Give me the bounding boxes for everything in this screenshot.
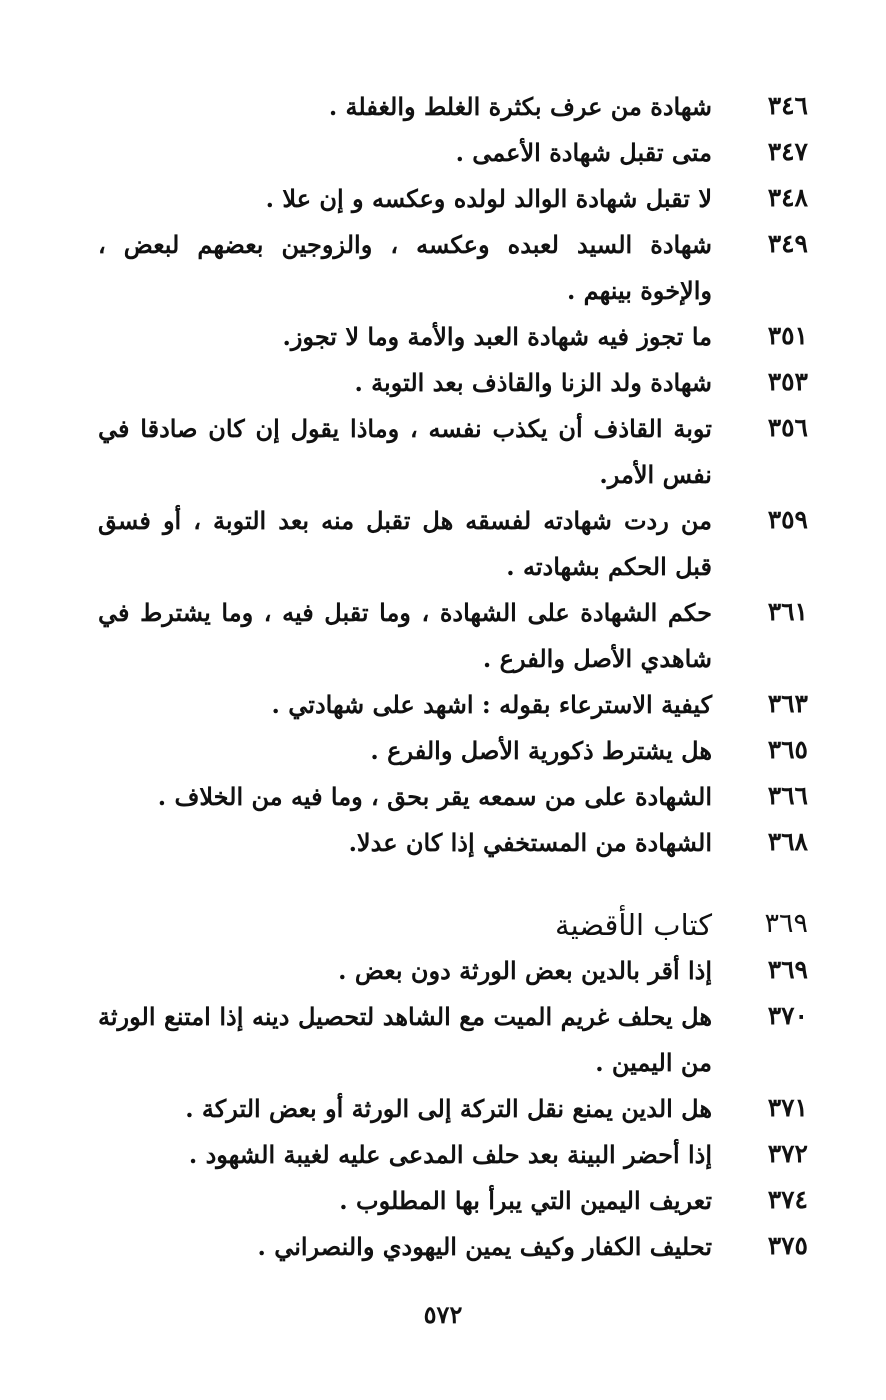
- toc-entry-title: الشهادة على من سمعه يقر بحق ، وما فيه من الخلاف .: [157, 782, 712, 811]
- toc-page-number: ٣٦١: [767, 597, 808, 626]
- toc-entry: [98, 682, 808, 728]
- toc-entry: [98, 948, 808, 994]
- toc-entry: [98, 728, 808, 774]
- toc-section-title: كتاب الأقضية: [555, 908, 712, 942]
- toc-entry: [98, 820, 808, 866]
- toc-entry: [98, 994, 808, 1086]
- toc-page-number: ٣٤٦: [767, 91, 808, 120]
- page-number: ٥٧٢: [423, 1300, 463, 1329]
- toc-entry-title: حكم الشهادة على الشهادة ، وما تقبل فيه ، وما يشترط في شاهدي الأصل والفرع .: [98, 598, 712, 673]
- toc-entry-title: ما تجوز فيه شهادة العبد والأمة وما لا تجوز.: [282, 322, 712, 351]
- toc-entry-title: هل الدين يمنع نقل التركة إلى الورثة أو بعض التركة .: [185, 1094, 712, 1123]
- toc-page-number: ٣٦٥: [767, 735, 808, 764]
- toc-entry-title: تحليف الكفار وكيف يمين اليهودي والنصراني .: [257, 1232, 712, 1261]
- toc-entry-title: متى تقبل شهادة الأعمى .: [455, 138, 712, 167]
- toc-page-number: ٣٧٢: [767, 1139, 808, 1168]
- toc-section-heading: [98, 902, 808, 948]
- toc-page-number: ٣٥١: [767, 321, 808, 350]
- toc-page-number: ٣٦٦: [767, 781, 808, 810]
- toc-entry: [98, 222, 808, 314]
- toc-page-number: ٣٥٩: [767, 505, 808, 534]
- toc-entry-title: لا تقبل شهادة الوالد لولده وعكسه و إن علا .: [265, 184, 712, 213]
- toc-entry-title: شهادة من عرف بكثرة الغلط والغفلة .: [328, 92, 712, 121]
- toc-entry-title: كيفية الاسترعاء بقوله : اشهد على شهادتي .: [271, 690, 712, 719]
- toc-entry: [98, 590, 808, 682]
- toc-page-number: ٣٦٨: [767, 827, 808, 856]
- toc-page-number: ٣٦٩: [767, 955, 808, 984]
- toc-entry: [98, 1086, 808, 1132]
- toc-entry: [98, 498, 808, 590]
- toc-entry-title: من ردت شهادته لفسقه هل تقبل منه بعد التوبة ، أو فسق قبل الحكم بشهادته .: [98, 506, 712, 581]
- toc-page-number: ٣٤٧: [767, 137, 808, 166]
- toc-entry: [98, 774, 808, 820]
- toc-page-number: ٣٧٠: [767, 1001, 808, 1030]
- toc-entry-title: الشهادة من المستخفي إذا كان عدلا.: [348, 828, 712, 857]
- toc-page-number: ٣٦٣: [767, 689, 808, 718]
- toc-page-number: ٣٤٩: [767, 229, 808, 258]
- toc-section-page-number: ٣٦٩: [764, 908, 808, 939]
- toc-entry: [98, 1178, 808, 1224]
- toc-page-number: ٣٧١: [767, 1093, 808, 1122]
- toc-entry: [98, 130, 808, 176]
- toc-page-number: ٣٧٥: [767, 1231, 808, 1260]
- toc-entry: [98, 406, 808, 498]
- toc-entry-title: إذا أحضر البينة بعد حلف المدعى عليه لغيبة الشهود .: [188, 1140, 712, 1169]
- toc-entry-title: شهادة السيد لعبده وعكسه ، والزوجين بعضهم لبعض ، والإخوة بينهم .: [98, 230, 712, 305]
- toc-page-number: ٣٥٣: [767, 367, 808, 396]
- toc-entry-title: هل يشترط ذكورية الأصل والفرع .: [370, 736, 712, 765]
- toc-entry: [98, 360, 808, 406]
- toc-entry: [98, 1132, 808, 1178]
- toc-page-number: ٣٤٨: [767, 183, 808, 212]
- toc-entry-title: هل يحلف غريم الميت مع الشاهد لتحصيل دينه إذا امتنع الورثة من اليمين .: [98, 1002, 712, 1077]
- toc-page-number: ٣٧٤: [767, 1185, 808, 1214]
- table-of-contents: [98, 84, 808, 1270]
- toc-entry-title: تعريف اليمين التي يبرأ بها المطلوب .: [339, 1186, 712, 1215]
- toc-entry: [98, 1224, 808, 1270]
- toc-page-number: ٣٥٦: [767, 413, 808, 442]
- toc-entry-title: توبة القاذف أن يكذب نفسه ، وماذا يقول إن كان صادقا في نفس الأمر.: [98, 414, 712, 489]
- toc-entry: [98, 176, 808, 222]
- toc-entry: [98, 314, 808, 360]
- toc-entry: [98, 84, 808, 130]
- toc-entry-title: شهادة ولد الزنا والقاذف بعد التوبة .: [354, 368, 712, 397]
- toc-entry-title: إذا أقر بالدين بعض الورثة دون بعض .: [338, 956, 712, 985]
